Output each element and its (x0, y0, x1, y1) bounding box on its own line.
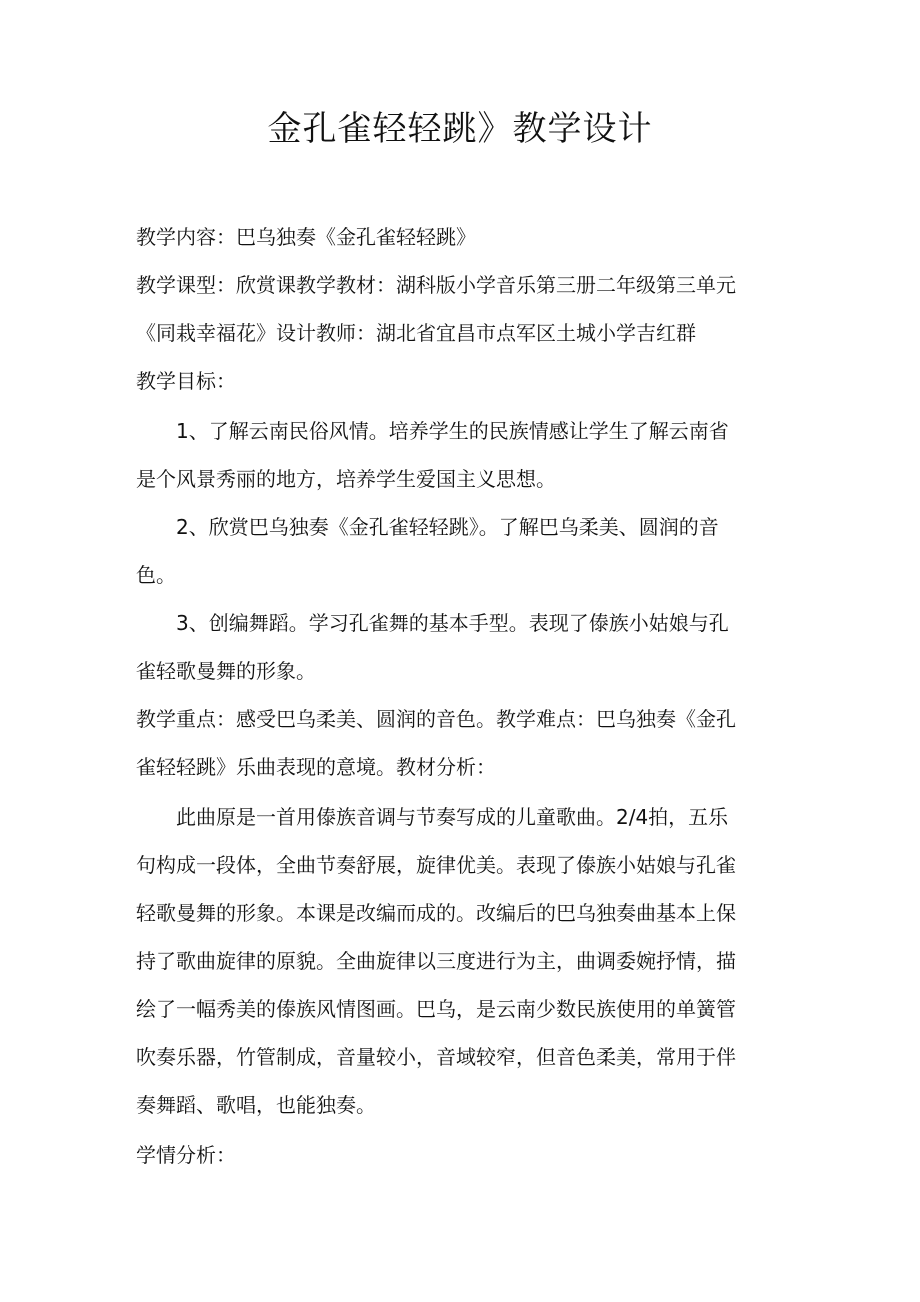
text-line-analysis-3: 轻歌曼舞的形象。本课是改编而成的。改编后的巴乌独奏曲基本上保 (136, 901, 736, 925)
text-line-analysis-2: 句构成一段体，全曲节奏舒展，旋律优美。表现了傣族小姑娘与孔雀 (136, 853, 736, 877)
text-line-designer: 《同栽幸福花》设计教师：湖北省宜昌市点军区土城小学吉红群 (136, 321, 696, 345)
text-line-objective-3a: 3、创编舞蹈。学习孔雀舞的基本手型。表现了傣族小姑娘与孔 (176, 611, 729, 635)
text-line-analysis-5: 绘了一幅秀美的傣族风情图画。巴乌，是云南少数民族使用的单簧管 (136, 997, 736, 1021)
document-title: 金孔雀轻轻跳》教学设计 (267, 109, 653, 149)
text-line-lesson-type: 教学课型：欣赏课教学教材：湖科版小学音乐第三册二年级第三单元 (136, 273, 736, 297)
text-line-key-points-b: 雀轻轻跳》乐曲表现的意境。教材分析： (136, 755, 496, 779)
text-line-analysis-7: 奏舞蹈、歌唱，也能独奏。 (136, 1093, 376, 1117)
text-line-analysis-1: 此曲原是一首用傣族音调与节奏写成的儿童歌曲。2/4拍，五乐 (176, 805, 729, 829)
text-line-objective-1b: 是个风景秀丽的地方，培养学生爱国主义思想。 (136, 467, 556, 491)
text-line-key-points-a: 教学重点：感受巴乌柔美、圆润的音色。教学难点：巴乌独奏《金孔 (136, 707, 736, 731)
text-line-analysis-6: 吹奏乐器，竹管制成，音量较小，音域较窄，但音色柔美，常用于伴 (136, 1045, 736, 1069)
text-line-objective-1a: 1、了解云南民俗风情。培养学生的民族情感让学生了解云南省 (176, 419, 729, 443)
text-line-objective-2b: 色。 (136, 563, 176, 587)
text-line-objective-3b: 雀轻歌曼舞的形象。 (136, 659, 316, 683)
text-line-analysis-4: 持了歌曲旋律的原貌。全曲旋律以三度进行为主，曲调委婉抒情，描 (136, 949, 736, 973)
text-line-learner-analysis-heading: 学情分析： (136, 1143, 236, 1167)
text-line-objective-2a: 2、欣赏巴乌独奏《金孔雀轻轻跳》。了解巴乌柔美、圆润的音 (176, 515, 719, 539)
text-line-objectives-heading: 教学目标： (136, 369, 236, 393)
text-line-teaching-content: 教学内容：巴乌独奏《金孔雀轻轻跳》 (136, 225, 476, 249)
